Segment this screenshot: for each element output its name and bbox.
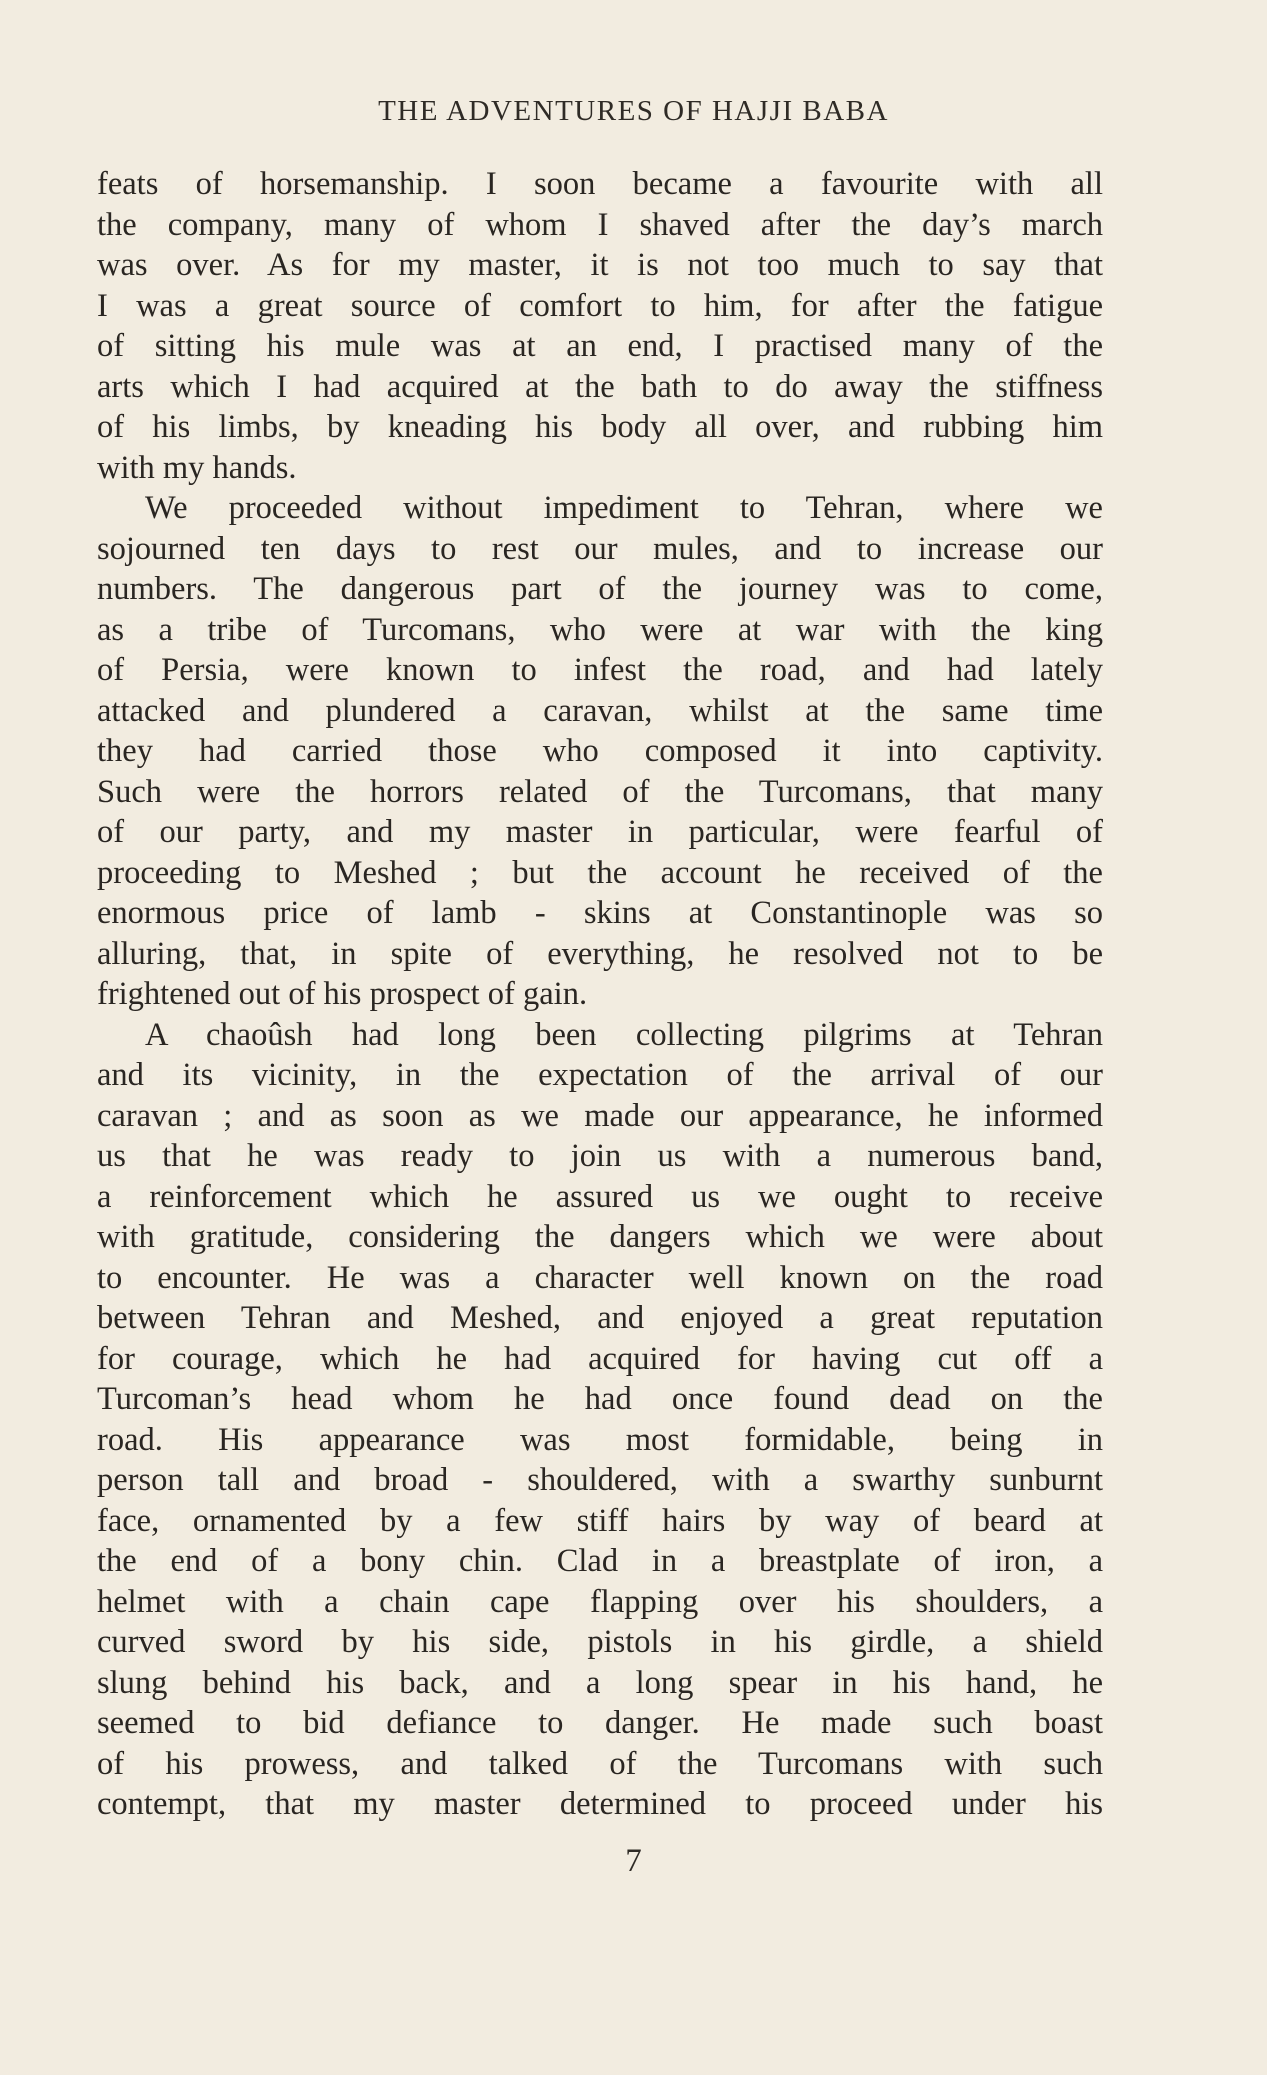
text-line: helmet with a chain cape flapping over his shoulders, a xyxy=(97,1583,1103,1620)
text-line: sojourned ten days to rest our mules, and to increase our xyxy=(97,530,1103,567)
text-line: alluring, that, in spite of everything, he resolved not to be xyxy=(97,935,1103,972)
text-line: caravan ; and as soon as we made our appearance, he informed xyxy=(97,1097,1103,1134)
text-line: proceeding to Meshed ; but the account he received of the xyxy=(97,854,1103,891)
text-line: face, ornamented by a few stiff hairs by way of beard at xyxy=(97,1502,1103,1539)
page-number: 7 xyxy=(625,1843,642,1879)
text-line: enormous price of lamb - skins at Constantinople was so xyxy=(97,895,1103,931)
text-line: of our party, and my master in particular, were fearful of xyxy=(97,814,1103,850)
text-line: of his limbs, by kneading his body all over, and rubbing him xyxy=(97,409,1103,445)
text-line: I was a great source of comfort to him, for after the fatigue xyxy=(97,287,1103,324)
text-line: contempt, that my master determined to proceed under his xyxy=(97,1786,1103,1822)
text-line: slung behind his back, and a long spear in his hand, he xyxy=(97,1664,1103,1701)
text-line: arts which I had acquired at the bath to do away the stiffness xyxy=(97,368,1103,405)
text-line: they had carried those who composed it into captivity. xyxy=(97,733,1103,769)
text-line: numbers. The dangerous part of the journey was to come, xyxy=(97,571,1103,607)
text-line: of his prowess, and talked of the Turcomans with such xyxy=(97,1745,1103,1782)
text-line: person tall and broad - shouldered, with a swarthy sunburnt xyxy=(97,1462,1103,1498)
text-line: to encounter. He was a character well known on the road xyxy=(97,1259,1103,1296)
text-line: A chaoûsh had long been collecting pilgrims at Tehran xyxy=(145,1016,1103,1053)
body-text xyxy=(97,164,1103,1825)
text-line: with my hands. xyxy=(97,449,297,486)
text-line: of sitting his mule was at an end, I practised many of the xyxy=(97,328,1103,364)
text-line: Such were the horrors related of the Turcomans, that many xyxy=(97,773,1103,810)
text-line: as a tribe of Turcomans, who were at war with the king xyxy=(97,611,1103,648)
text-line: the end of a bony chin. Clad in a breastplate of iron, a xyxy=(97,1543,1103,1579)
text-line: us that he was ready to join us with a numerous band, xyxy=(97,1138,1103,1174)
text-line: feats of horsemanship. I soon became a favourite with all xyxy=(97,166,1103,202)
text-line: with gratitude, considering the dangers which we were about xyxy=(97,1219,1103,1255)
text-line: of Persia, were known to infest the road, and had lately xyxy=(97,652,1103,688)
text-line: the company, many of whom I shaved after the day’s march xyxy=(97,206,1103,243)
text-line: curved sword by his side, pistols in his girdle, a shield xyxy=(97,1624,1103,1660)
text-line: seemed to bid defiance to danger. He made such boast xyxy=(97,1705,1103,1741)
text-line: for courage, which he had acquired for having cut off a xyxy=(97,1340,1103,1377)
text-line: between Tehran and Meshed, and enjoyed a great reputation xyxy=(97,1300,1103,1336)
running-head: THE ADVENTURES OF HAJJI BABA xyxy=(378,95,889,127)
text-line: frightened out of his prospect of gain. xyxy=(97,976,588,1012)
text-line: and its vicinity, in the expectation of the arrival of our xyxy=(97,1057,1103,1093)
text-line: We proceeded without impediment to Tehran, where we xyxy=(145,490,1103,526)
text-line: a reinforcement which he assured us we ought to receive xyxy=(97,1178,1103,1215)
text-line: road. His appearance was most formidable, being in xyxy=(97,1421,1103,1458)
text-line: Turcoman’s head whom he had once found dead on the xyxy=(97,1381,1103,1417)
text-line: was over. As for my master, it is not too much to say that xyxy=(97,247,1103,283)
text-line: attacked and plundered a caravan, whilst at the same time xyxy=(97,692,1103,729)
